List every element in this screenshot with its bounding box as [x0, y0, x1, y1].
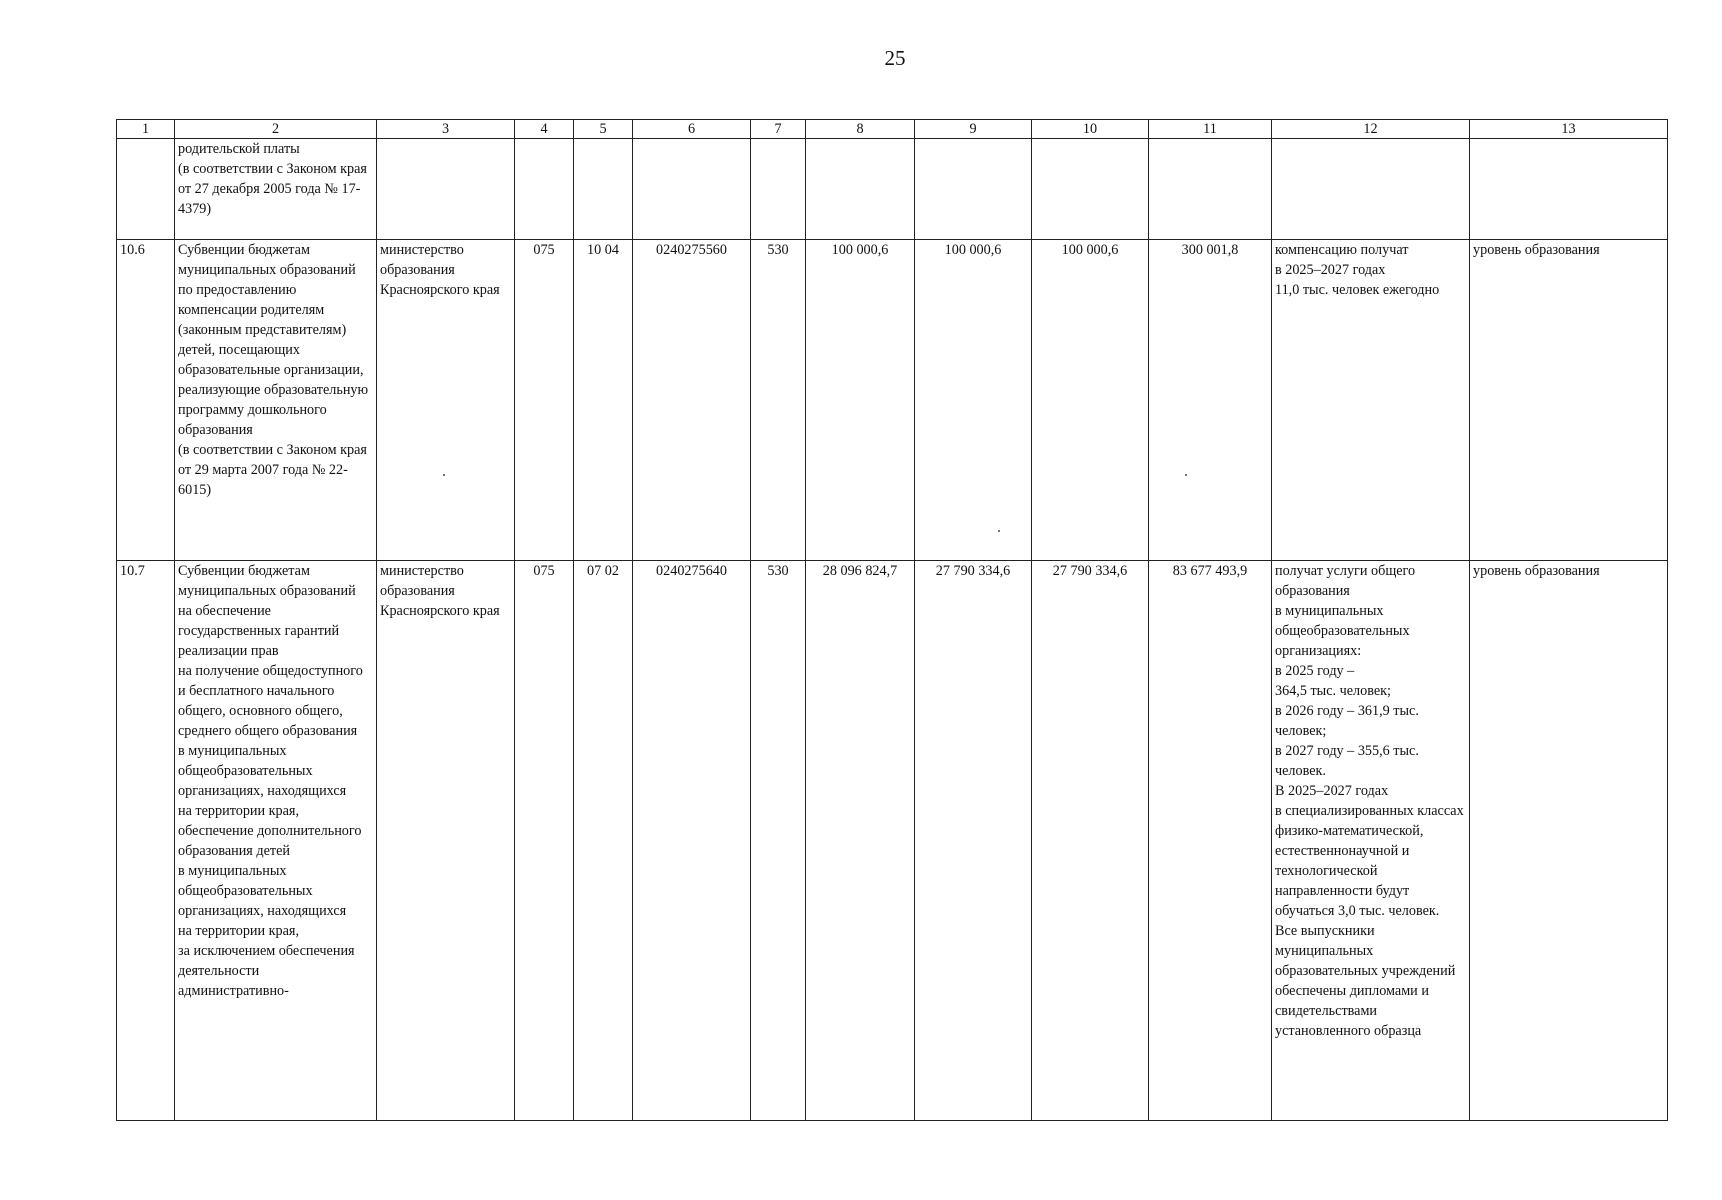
- cell-indicator: уровень образования: [1470, 561, 1668, 1121]
- cell-item-number: 10.7: [117, 561, 175, 1121]
- cell-target-article: [633, 139, 751, 240]
- cell-amount-total: 83 677 493,9: [1149, 561, 1272, 1121]
- cell-target-article: 0240275640: [633, 561, 751, 1121]
- cell-expected-result: получат услуги общего образования в муниципальных общеобразовательных организациях: в 2025 году – 364,5 тыс. человек; в 2026 году – 361,9 тыс. человек; в 2027 году – 355,6 тыс. человек. В 2025–2027 годах в специализированных классах физико-математической, естественнонаучной и технологической направленности будут обучаться 3,0 тыс. человек. Все выпускники муниципальных образовательных учреждений обеспечены дипломами и свидетельствами установленного образца: [1272, 561, 1470, 1121]
- cell-description: Субвенции бюджетам муниципальных образований на обеспечение государственных гарантий реализации прав на получение общедоступного и бесплатного начального общего, основного общего, среднего общего образования в муниципальных общеобразовательных организациях, находящихся на территории края, обеспечение дополнительного образования детей в муниципальных общеобразовательных организациях, находящихся на территории края, за исключением обеспечения деятельности административно-: [175, 561, 377, 1121]
- cell-section-code: [574, 139, 633, 240]
- cell-description: Субвенции бюджетам муниципальных образований по предоставлению компенсации родителям (законным представителям) детей, посещающих образовательные организации, реализующие образовательную программу дошкольного образования (в соответствии с Законом края от 29 марта 2007 года № 22-6015): [175, 240, 377, 561]
- cell-amount-2026: [915, 139, 1032, 240]
- cell-administrator: министерство образования Красноярского края: [377, 240, 515, 561]
- cell-amount-total: [1149, 139, 1272, 240]
- cell-expected-result: компенсацию получат в 2025–2027 годах 11,0 тыс. человек ежегодно: [1272, 240, 1470, 561]
- column-number: 10: [1032, 120, 1149, 139]
- cell-amount-2025: [806, 139, 915, 240]
- cell-expense-type: 530: [751, 561, 806, 1121]
- column-number: 6: [633, 120, 751, 139]
- cell-administrator: [377, 139, 515, 240]
- column-number: 9: [915, 120, 1032, 139]
- cell-amount-2025: 100 000,6: [806, 240, 915, 561]
- table-row-10-6: [117, 240, 1668, 561]
- column-number: 4: [515, 120, 574, 139]
- scan-speck: [1185, 474, 1187, 476]
- column-number: 7: [751, 120, 806, 139]
- column-number: 5: [574, 120, 633, 139]
- column-number: 8: [806, 120, 915, 139]
- cell-amount-2027: 27 790 334,6: [1032, 561, 1149, 1121]
- cell-grbs-code: 075: [515, 561, 574, 1121]
- cell-amount-2027: [1032, 139, 1149, 240]
- cell-amount-2025: 28 096 824,7: [806, 561, 915, 1121]
- cell-grbs-code: 075: [515, 240, 574, 561]
- scan-speck: [443, 474, 445, 476]
- cell-amount-2026: 27 790 334,6: [915, 561, 1032, 1121]
- column-number-row: [117, 120, 1668, 139]
- budget-table: [116, 119, 1668, 1121]
- cell-target-article: 0240275560: [633, 240, 751, 561]
- cell-section-code: 07 02: [574, 561, 633, 1121]
- cell-administrator: министерство образования Красноярского края: [377, 561, 515, 1121]
- cell-indicator: уровень образования: [1470, 240, 1668, 561]
- column-number: 11: [1149, 120, 1272, 139]
- cell-item-number: [117, 139, 175, 240]
- cell-expense-type: [751, 139, 806, 240]
- column-number: 1: [117, 120, 175, 139]
- column-number: 13: [1470, 120, 1668, 139]
- table-row-10-7: [117, 561, 1668, 1121]
- scan-speck: [998, 530, 1000, 532]
- column-number: 2: [175, 120, 377, 139]
- table-row-continuation: [117, 139, 1668, 240]
- cell-expense-type: 530: [751, 240, 806, 561]
- cell-amount-2027: 100 000,6: [1032, 240, 1149, 561]
- cell-description: родительской платы (в соответствии с Законом края от 27 декабря 2005 года № 17-4379): [175, 139, 377, 240]
- cell-expected-result: [1272, 139, 1470, 240]
- cell-amount-total: 300 001,8: [1149, 240, 1272, 561]
- cell-indicator: [1470, 139, 1668, 240]
- cell-amount-2026: 100 000,6: [915, 240, 1032, 561]
- cell-grbs-code: [515, 139, 574, 240]
- column-number: 12: [1272, 120, 1470, 139]
- cell-item-number: 10.6: [117, 240, 175, 561]
- page-number: 25: [884, 46, 906, 70]
- column-number: 3: [377, 120, 515, 139]
- cell-section-code: 10 04: [574, 240, 633, 561]
